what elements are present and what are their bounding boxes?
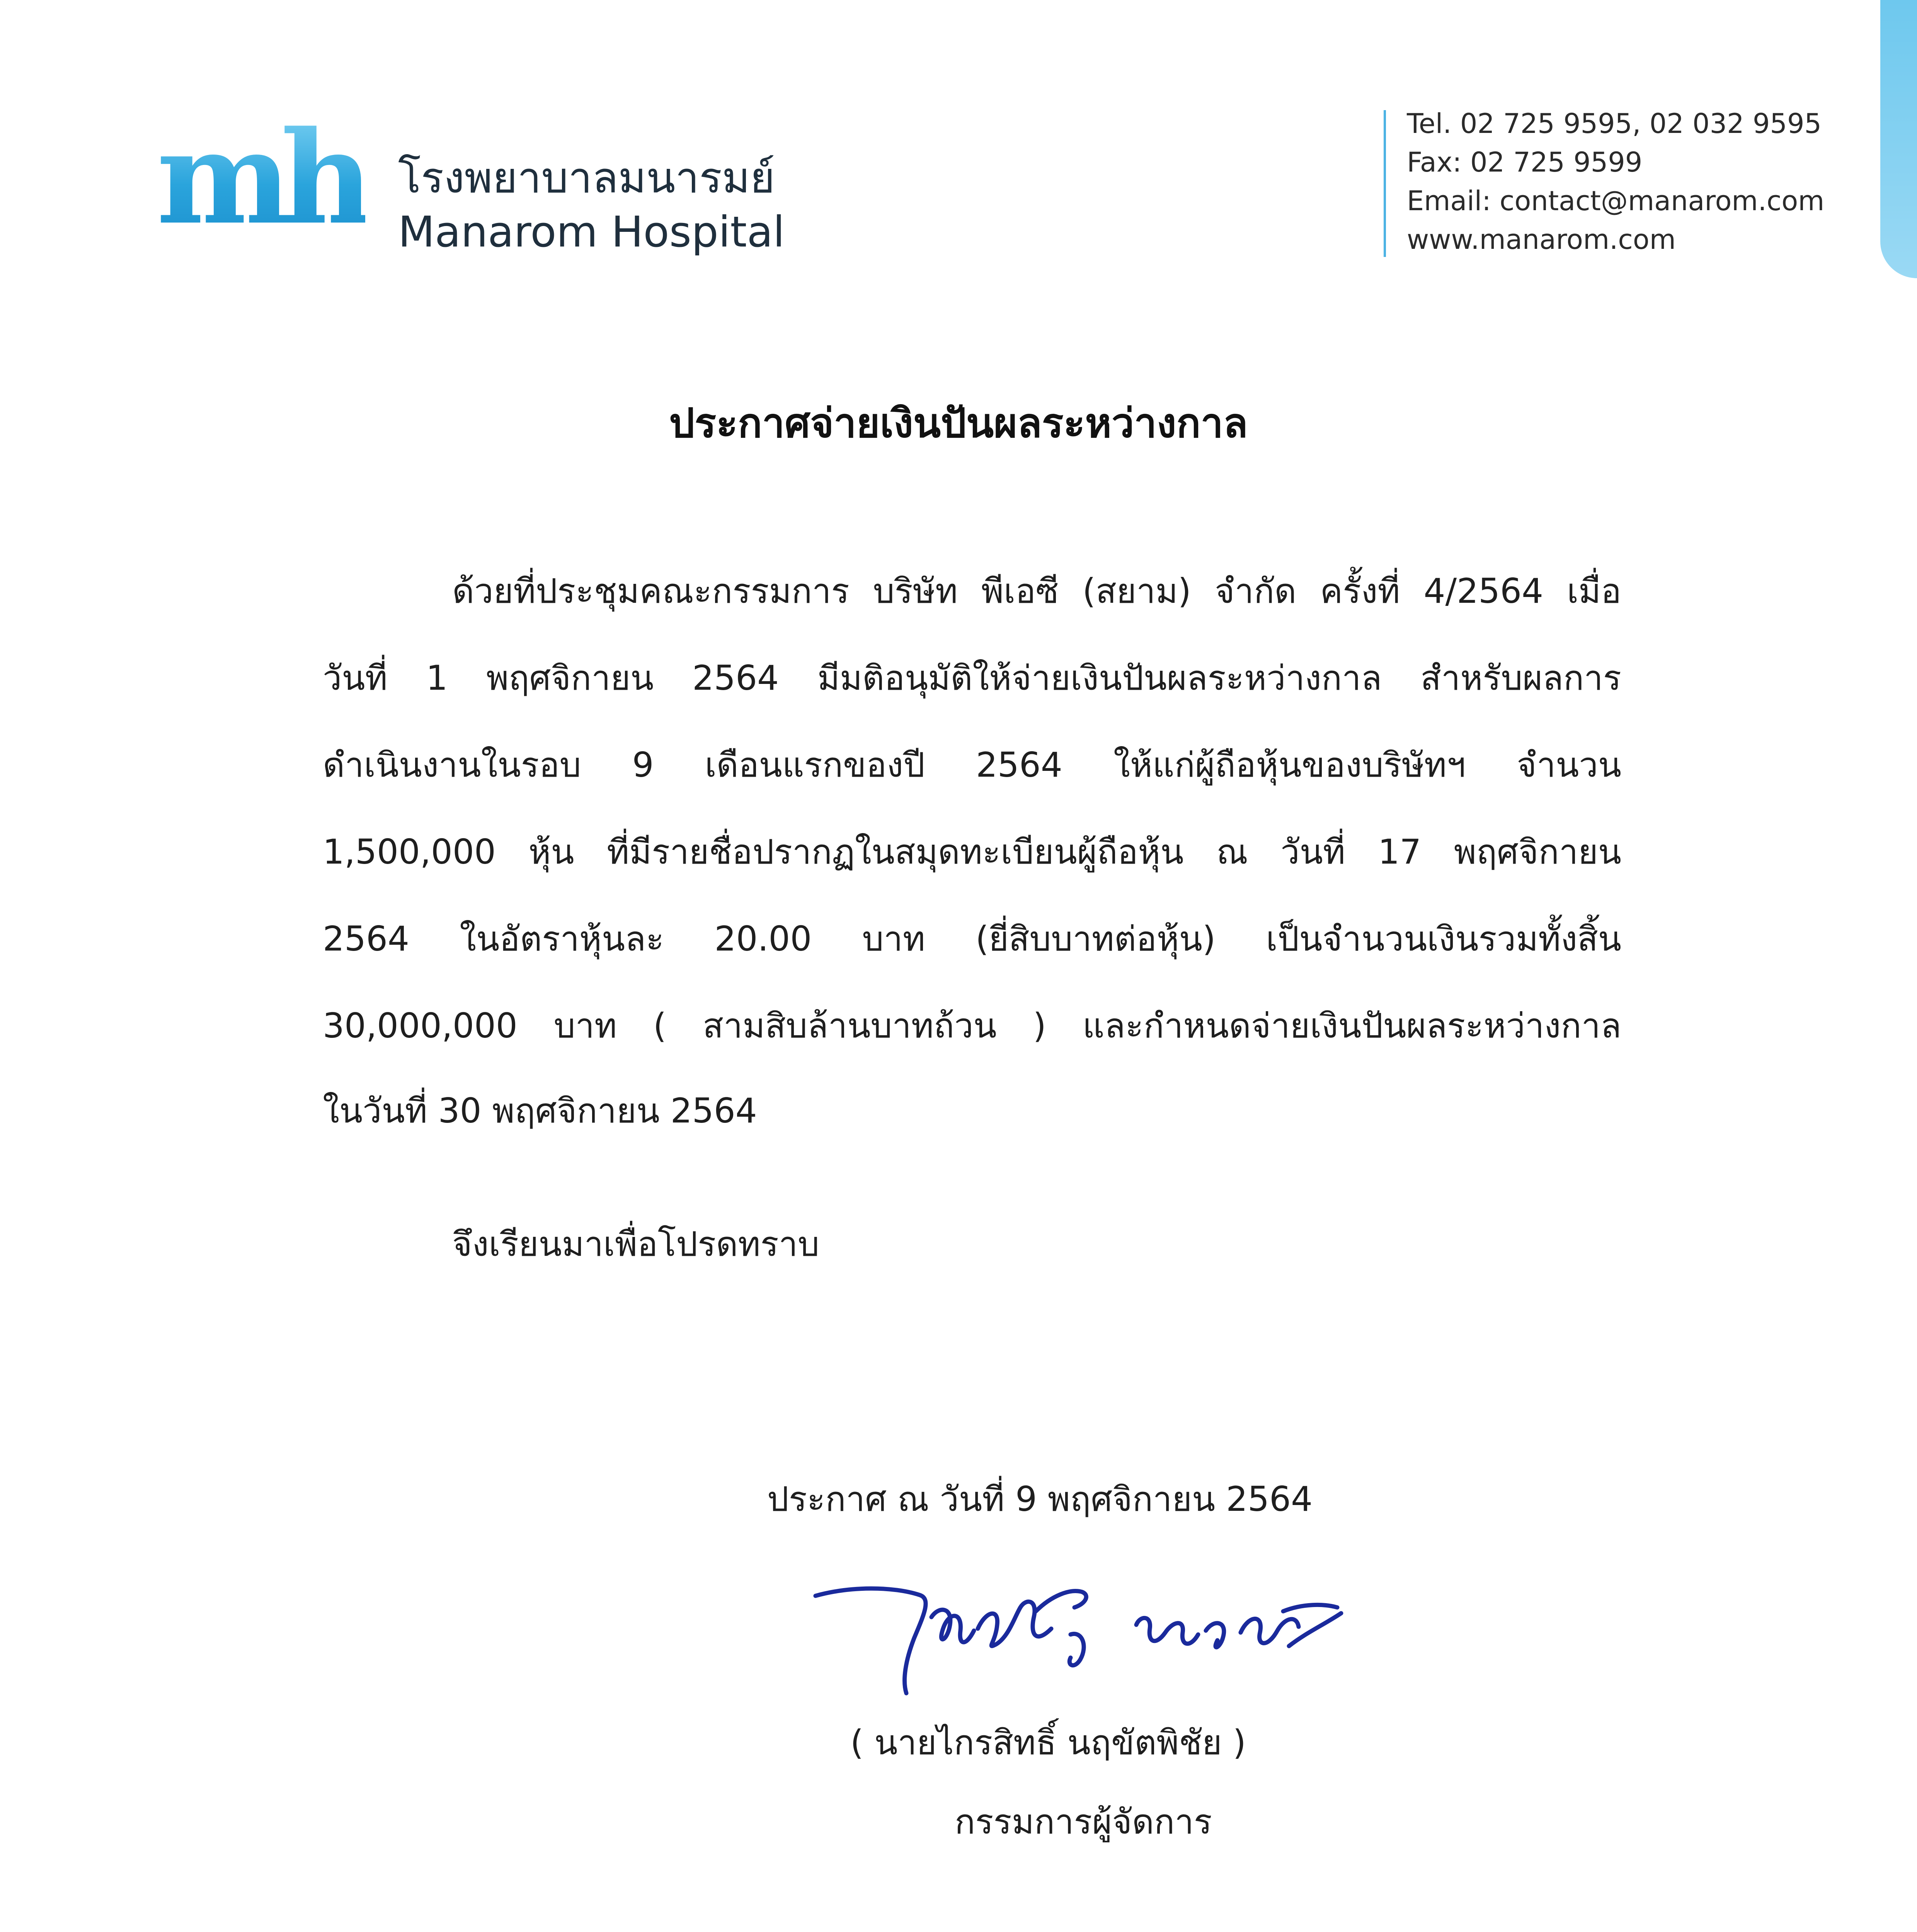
hospital-name-thai: โรงพยาบาลมนารมย์ — [398, 153, 775, 202]
contact-fax: Fax: 02 725 9599 — [1407, 146, 1643, 178]
closing-remark: จึงเรียนมาเพื่อโปรดทราบ — [452, 1224, 820, 1264]
paragraph-line: ในวันที่ 30 พฤศจิกายน 2564 — [323, 1091, 757, 1131]
announcement-date: ประกาศ ณ วันที่ 9 พฤศจิกายน 2564 — [767, 1479, 1313, 1519]
paragraph-line: วันที่ 1 พฤศจิกายน 2564 มีมติอนุมัติให้จ่ายเงินปันผลระหว่างกาล สำหรับผลการ — [323, 658, 1621, 698]
paragraph-line: ด้วยที่ประชุมคณะกรรมการ บริษัท พีเอซี (สยาม) จำกัด ครั้งที่ 4/2564 เมื่อ — [452, 571, 1621, 611]
contact-website: www.manarom.com — [1407, 224, 1676, 255]
contact-info — [1407, 104, 1824, 259]
header-accent-corner — [1880, 0, 1917, 278]
document-title: ประกาศจ่ายเงินปันผลระหว่างกาล — [669, 400, 1248, 447]
signatory-name: ( นายไกรสิทธิ์ นฤขัตพิชัย ) — [850, 1723, 1246, 1762]
paragraph-line: 30,000,000 บาท ( สามสิบล้านบาทถ้วน ) และกำหนดจ่ายเงินปันผลระหว่างกาล — [323, 1006, 1621, 1046]
paragraph-line: 1,500,000 หุ้น ที่มีรายชื่อปรากฏในสมุดทะเบียนผู้ถือหุ้น ณ วันที่ 17 พฤศจิกายน — [323, 832, 1621, 872]
contact-tel: Tel. 02 725 9595, 02 032 9595 — [1407, 108, 1822, 139]
contact-email: Email: contact@manarom.com — [1407, 185, 1825, 217]
contact-divider — [1384, 110, 1386, 257]
paragraph-line: 2564 ในอัตราหุ้นละ 20.00 บาท (ยี่สิบบาทต่อหุ้น) เป็นจำนวนเงินรวมทั้งสิ้น — [323, 919, 1621, 959]
handwritten-signature — [804, 1549, 1384, 1716]
paragraph-line: ดำเนินงานในรอบ 9 เดือนแรกของปี 2564 ให้แก่ผู้ถือหุ้นของบริษัทฯ จำนวน — [323, 745, 1621, 785]
signatory-title: กรรมการผู้จัดการ — [955, 1802, 1212, 1842]
hospital-name-english: Manarom Hospital — [398, 207, 785, 257]
hospital-logo-mark: mh — [157, 104, 365, 251]
